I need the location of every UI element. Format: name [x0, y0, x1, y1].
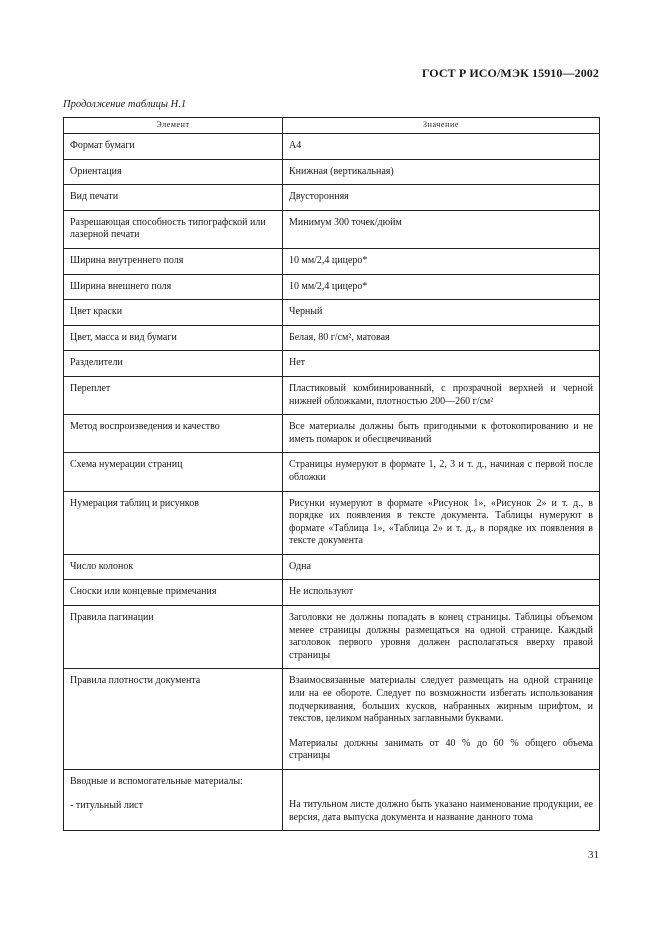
row-element: Нумерация таблиц и рисунков: [64, 491, 283, 554]
table-row: [64, 415, 600, 453]
table-caption: Продолжение таблицы Н.1: [63, 99, 187, 110]
paragraph-gap: [289, 726, 593, 738]
group-gap: [289, 776, 593, 799]
sub-element-title-page: - титульный лист: [70, 799, 143, 811]
table-row: [64, 554, 600, 580]
row-element: Ширина внутреннего поля: [64, 248, 283, 274]
row-value: Черный: [283, 300, 600, 326]
row-value: [283, 669, 600, 770]
sub-value-title-page: На титульном листе должно быть указано наименование продукции, ее версия, дата выпуска документа и название данного тома: [289, 799, 593, 823]
row-element: Ориентация: [64, 159, 283, 185]
row-value: Рисунки нумеруют в формате «Рисунок 1», «Рисунок 2» и т. д., в порядке их появления в тексте документа. Таблицы нумеруют в формате «Таблица 1», «Таблица 2» и т. д., в порядке их появления в тексте документа: [283, 491, 600, 554]
table-row: [64, 351, 600, 377]
row-element: Переплет: [64, 376, 283, 414]
specification-table: [63, 117, 600, 831]
row-value: Двусторонняя: [283, 185, 600, 211]
row-element: Цвет краски: [64, 300, 283, 326]
table-row-intro-materials: [64, 770, 600, 831]
row-value: 10 мм/2,4 цицеро*: [283, 248, 600, 274]
density-paragraph-1: Взаимосвязанные материалы следует размещать на одной странице или на ее обороте. Следует по возможности избегать использования подчеркивания, больших кусков, набранных жирным шрифтом, и текстов, целиком набранных заглавными буквами.: [289, 675, 593, 725]
table-row: [64, 376, 600, 414]
table-row: [64, 491, 600, 554]
group-label: Вводные и вспомогательные материалы:: [70, 776, 243, 787]
table-row: [64, 606, 600, 669]
table-row: [64, 248, 600, 274]
table-row: [64, 453, 600, 491]
row-element: Метод воспроизведения и качество: [64, 415, 283, 453]
table-row: [64, 159, 600, 185]
row-value: Не используют: [283, 580, 600, 606]
row-value: Все материалы должны быть пригодными к фотокопированию и не иметь помарок и обесцвечиваний: [283, 415, 600, 453]
row-value: Книжная (вертикальная): [283, 159, 600, 185]
table-row: [64, 134, 600, 160]
row-element: Число колонок: [64, 554, 283, 580]
table-row: [64, 300, 600, 326]
row-element: Разрешающая способность типографской или лазерной печати: [64, 210, 283, 248]
row-value: Нет: [283, 351, 600, 377]
row-value: Пластиковый комбинированный, с прозрачной верхней и черной нижней обложками, плотностью 200—260 г/см²: [283, 376, 600, 414]
row-value: Белая, 80 г/см², матовая: [283, 325, 600, 351]
row-element: Правила плотности документа: [64, 669, 283, 770]
row-element: Формат бумаги: [64, 134, 283, 160]
table-row: [64, 274, 600, 300]
row-value: Минимум 300 точек/дюйм: [283, 210, 600, 248]
row-value: Заголовки не должны попадать в конец страницы. Таблицы объемом менее страницы должны размещаться на одной странице. Каждый заголовок первого уровня должен располагаться вверху правой страницы: [283, 606, 600, 669]
row-value: Одна: [283, 554, 600, 580]
row-value: А4: [283, 134, 600, 160]
group-gap: [70, 789, 276, 800]
table-header-row: [64, 118, 600, 134]
density-paragraph-2: Материалы должны занимать от 40 % до 60 % общего объема страницы: [289, 737, 593, 762]
row-element: Вид печати: [64, 185, 283, 211]
row-element: Цвет, масса и вид бумаги: [64, 325, 283, 351]
table-row: [64, 210, 600, 248]
row-element: Сноски или концевые примечания: [64, 580, 283, 606]
page-number: 31: [588, 849, 599, 861]
table-row-density: [64, 669, 600, 770]
row-value: 10 мм/2,4 цицеро*: [283, 274, 600, 300]
table-row: [64, 580, 600, 606]
table-row: [64, 325, 600, 351]
row-element: Разделители: [64, 351, 283, 377]
row-element: Схема нумерации страниц: [64, 453, 283, 491]
row-element: Ширина внешнего поля: [64, 274, 283, 300]
standard-code-header: ГОСТ Р ИСО/МЭК 15910—2002: [421, 66, 599, 80]
row-element: Правила пагинации: [64, 606, 283, 669]
row-element: [64, 770, 283, 831]
row-value: [283, 770, 600, 831]
column-header-value: Значение: [283, 118, 600, 134]
row-value: Страницы нумеруют в формате 1, 2, 3 и т. д., начиная с первой после обложки: [283, 453, 600, 491]
column-header-element: Элемент: [64, 118, 283, 134]
table-row: [64, 185, 600, 211]
